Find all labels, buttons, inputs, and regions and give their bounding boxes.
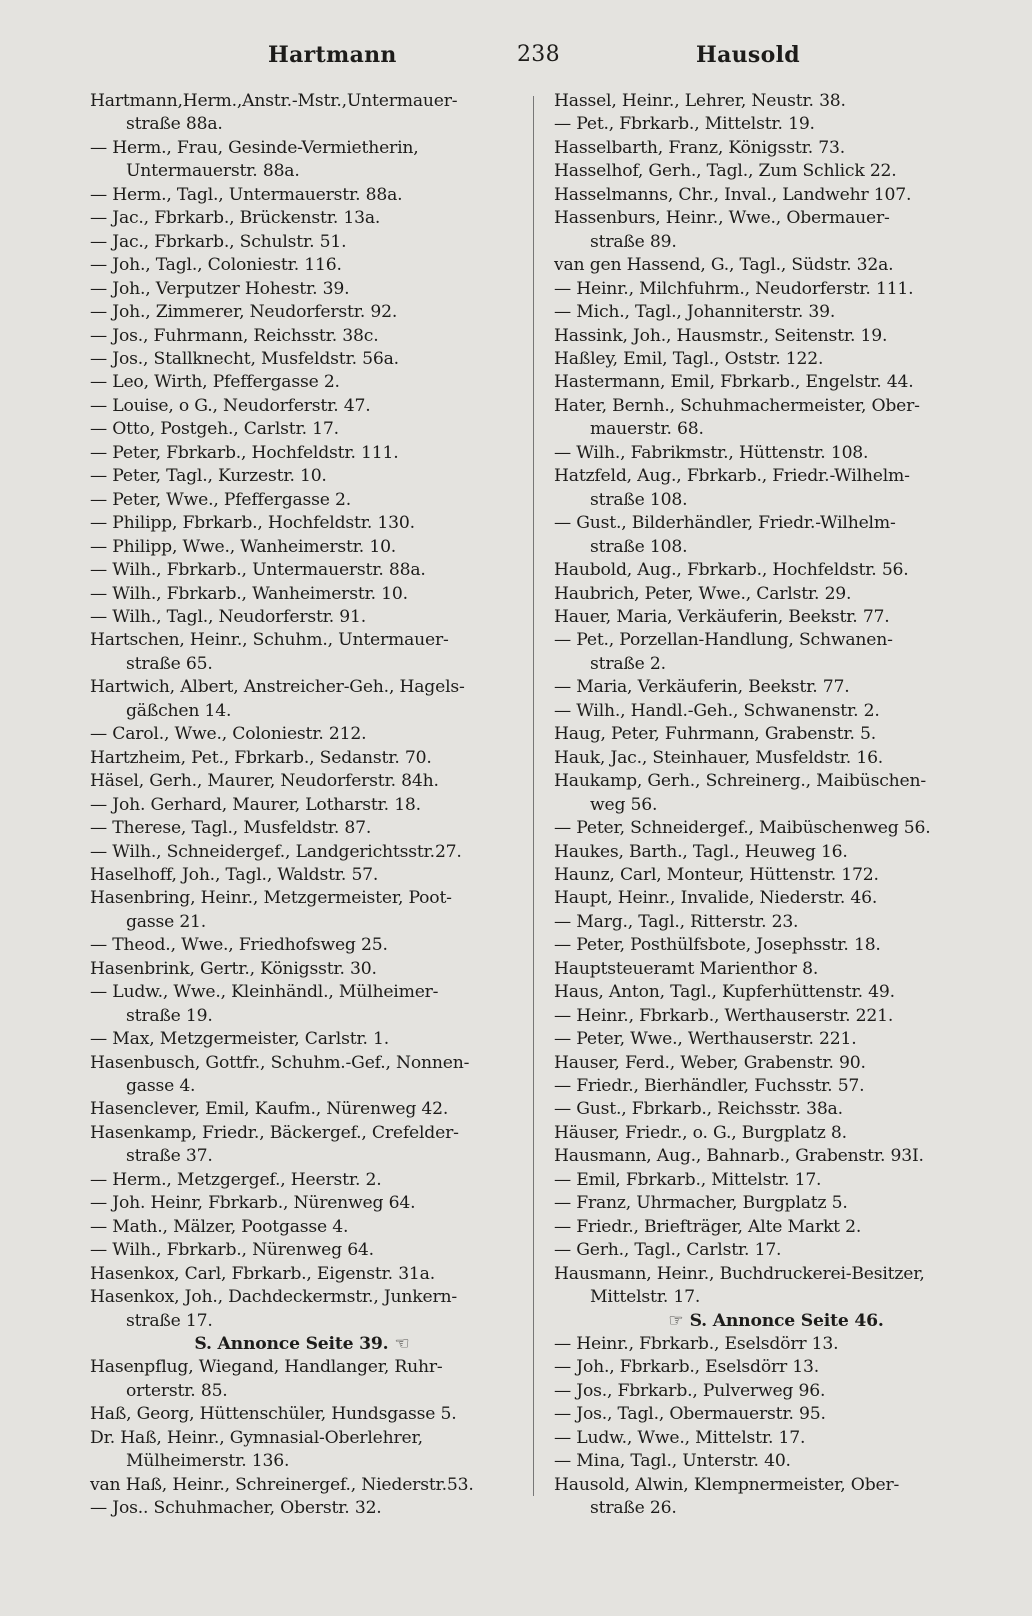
entry-text: straße 65. — [126, 653, 213, 674]
directory-entry — [90, 794, 520, 817]
entry-text: Hater, Bernh., Schuhmachermeister, Ober- — [554, 395, 920, 416]
entry-text: — Louise, o G., Neudorferstr. 47. — [90, 395, 371, 416]
directory-entry — [90, 90, 520, 113]
entry-text: — Wilh., Fbrkarb., Nürenweg 64. — [90, 1240, 374, 1261]
entry-text: S. Annonce Seite 39. — [194, 1334, 389, 1355]
entry-text: — Jos., Fbrkarb., Pulverweg 96. — [554, 1380, 826, 1401]
directory-entry — [554, 958, 992, 981]
directory-entry — [90, 536, 520, 559]
directory-entry — [554, 348, 992, 371]
entry-text: — Joh., Verputzer Hohestr. 39. — [90, 278, 350, 299]
entry-text: — Otto, Postgeh., Carlstr. 17. — [90, 419, 339, 440]
entry-text: Haukamp, Gerh., Schreinerg., Maibüschen- — [554, 771, 926, 792]
entry-text: — Wilh., Fbrkarb., Wanheimerstr. 10. — [90, 583, 408, 604]
column-divider — [533, 96, 534, 1496]
entry-text: — Jac., Fbrkarb., Brückenstr. 13a. — [90, 208, 381, 229]
directory-entry — [554, 981, 992, 1004]
directory-entry — [554, 160, 992, 183]
directory-entry — [90, 325, 520, 348]
directory-entry — [554, 1075, 992, 1098]
directory-entry — [554, 325, 992, 348]
entry-text: straße 108. — [590, 536, 688, 557]
directory-entry — [554, 1356, 992, 1379]
running-head-right: Hausold — [696, 42, 800, 68]
directory-entry — [554, 1052, 992, 1075]
directory-entry — [554, 817, 992, 840]
entry-text: — Maria, Verkäuferin, Beekstr. 77. — [554, 677, 850, 698]
directory-entry — [90, 1192, 520, 1215]
directory-entry — [554, 747, 992, 770]
directory-entry — [554, 1028, 992, 1051]
directory-entry — [90, 371, 520, 394]
directory-entry — [554, 536, 992, 559]
directory-entry — [90, 442, 520, 465]
running-head-left: Hartmann — [268, 42, 397, 68]
directory-entry — [90, 1263, 520, 1286]
directory-entry — [90, 1122, 520, 1145]
directory-entry — [90, 841, 520, 864]
directory-entry — [554, 371, 992, 394]
directory-entry — [90, 1380, 520, 1403]
pointing-hand-icon: ☜ — [394, 1334, 410, 1355]
entry-text: mauerstr. 68. — [590, 419, 704, 440]
entry-text: Hasenkox, Joh., Dachdeckermstr., Junkern- — [90, 1287, 457, 1308]
directory-entry — [90, 254, 520, 277]
directory-entry — [554, 887, 992, 910]
directory-entry — [90, 1005, 520, 1028]
entry-text: — Peter, Wwe., Werthauserstr. 221. — [554, 1029, 857, 1050]
directory-entry — [554, 1497, 992, 1520]
directory-entry — [90, 1403, 520, 1426]
directory-entry — [554, 1427, 992, 1450]
entry-text: — Wilh., Fbrkarb., Untermauerstr. 88a. — [90, 560, 426, 581]
entry-text: — Joh. Gerhard, Maurer, Lotharstr. 18. — [90, 794, 421, 815]
directory-entry — [90, 1427, 520, 1450]
entry-text: — Carol., Wwe., Coloniestr. 212. — [90, 724, 367, 745]
entry-text: — Joh., Zimmerer, Neudorferstr. 92. — [90, 302, 398, 323]
directory-entry — [554, 512, 992, 535]
directory-entry — [554, 418, 992, 441]
directory-entry — [90, 606, 520, 629]
directory-entry — [90, 583, 520, 606]
directory-entry — [90, 418, 520, 441]
directory-entry — [554, 301, 992, 324]
directory-entry — [90, 113, 520, 136]
directory-entry — [554, 231, 992, 254]
entry-text: Hasselbarth, Franz, Königsstr. 73. — [554, 137, 845, 158]
directory-entry — [554, 1145, 992, 1168]
entry-text: — Peter, Fbrkarb., Hochfeldstr. 111. — [90, 442, 399, 463]
entry-text: Hasenkox, Carl, Fbrkarb., Eigenstr. 31a. — [90, 1263, 435, 1284]
left-column — [90, 90, 520, 1521]
directory-entry — [554, 278, 992, 301]
entry-text: Hasenkamp, Friedr., Bäckergef., Crefelder- — [90, 1122, 459, 1143]
directory-entry — [554, 559, 992, 582]
entry-text: orterstr. 85. — [126, 1380, 228, 1401]
entry-text: — Joh., Fbrkarb., Eselsdörr 13. — [554, 1357, 819, 1378]
directory-entry — [90, 864, 520, 887]
directory-entry — [90, 207, 520, 230]
entry-text: Dr. Haß, Heinr., Gymnasial-Oberlehrer, — [90, 1427, 423, 1448]
directory-entry — [90, 1216, 520, 1239]
directory-entry — [90, 1286, 520, 1309]
entry-text: — Mina, Tagl., Unterstr. 40. — [554, 1451, 791, 1472]
directory-entry — [90, 1474, 520, 1497]
entry-text: — Gerh., Tagl., Carlstr. 17. — [554, 1240, 782, 1261]
directory-entry — [90, 747, 520, 770]
entry-text: straße 26. — [590, 1498, 677, 1519]
entry-text: Häuser, Friedr., o. G., Burgplatz 8. — [554, 1122, 847, 1143]
directory-entry — [554, 723, 992, 746]
entry-text: Hartmann,Herm.,Anstr.-Mstr.,Untermauer- — [90, 91, 458, 111]
entry-text: straße 19. — [126, 1005, 213, 1026]
entry-text: Hasenclever, Emil, Kaufm., Nürenweg 42. — [90, 1099, 449, 1120]
directory-entry — [90, 1497, 520, 1520]
entry-text: — Theod., Wwe., Friedhofsweg 25. — [90, 935, 388, 956]
entry-text: Mülheimerstr. 136. — [126, 1451, 290, 1472]
entry-text: Hartwich, Albert, Anstreicher-Geh., Hagels- — [90, 677, 465, 698]
entry-text: Hatzfeld, Aug., Fbrkarb., Friedr.-Wilhelm- — [554, 466, 910, 487]
entry-text: Hasenbring, Heinr., Metzgermeister, Poot- — [90, 888, 452, 909]
entry-text: — Leo, Wirth, Pfeffergasse 2. — [90, 372, 340, 393]
entry-text: Hasselmanns, Chr., Inval., Landwehr 107. — [554, 184, 912, 205]
entry-text: — Wilh., Schneidergef., Landgerichtsstr.27. — [90, 841, 462, 862]
entry-text: — Herm., Frau, Gesinde-Vermietherin, — [90, 137, 419, 158]
directory-entry — [90, 184, 520, 207]
entry-text: Haßley, Emil, Tagl., Oststr. 122. — [554, 348, 824, 369]
entry-text: straße 108. — [590, 489, 688, 510]
directory-entry — [554, 1122, 992, 1145]
directory-entry — [554, 1403, 992, 1426]
directory-entry — [90, 1075, 520, 1098]
entry-text: Haupt, Heinr., Invalide, Niederstr. 46. — [554, 888, 878, 909]
entry-text: — Joh., Tagl., Coloniestr. 116. — [90, 255, 342, 276]
directory-entry — [90, 1450, 520, 1473]
directory-entry — [554, 254, 992, 277]
directory-entry — [90, 489, 520, 512]
entry-text: — Ludw., Wwe., Kleinhändl., Mülheimer- — [90, 982, 439, 1003]
entry-text: Hausmann, Heinr., Buchdruckerei-Besitzer, — [554, 1263, 925, 1284]
directory-entry — [90, 700, 520, 723]
entry-text: Haselhoff, Joh., Tagl., Waldstr. 57. — [90, 864, 379, 885]
entry-text: — Peter, Tagl., Kurzestr. 10. — [90, 466, 327, 487]
entry-text: — Emil, Fbrkarb., Mittelstr. 17. — [554, 1169, 822, 1190]
entry-text: — Peter, Wwe., Pfeffergasse 2. — [90, 489, 352, 510]
entry-text: — Mich., Tagl., Johanniterstr. 39. — [554, 302, 836, 323]
directory-entry — [90, 1028, 520, 1051]
entry-text: straße 17. — [126, 1310, 213, 1331]
annonce-reference — [554, 1310, 992, 1333]
entry-text: straße 89. — [590, 231, 677, 252]
directory-entry — [90, 1310, 520, 1333]
entry-text: weg 56. — [590, 794, 658, 815]
entry-text: Haunz, Carl, Monteur, Hüttenstr. 172. — [554, 864, 879, 885]
entry-text: van Haß, Heinr., Schreinergef., Niederstr.53. — [90, 1474, 474, 1495]
directory-entry — [90, 887, 520, 910]
entry-text: Häsel, Gerh., Maurer, Neudorferstr. 84h. — [90, 771, 439, 792]
entry-text: Hauer, Maria, Verkäuferin, Beekstr. 77. — [554, 606, 890, 627]
directory-entry — [90, 1098, 520, 1121]
page-number: 238 — [517, 42, 560, 67]
entry-text: Hasselhof, Gerh., Tagl., Zum Schlick 22. — [554, 161, 897, 182]
entry-text: Hassenburs, Heinr., Wwe., Obermauer- — [554, 208, 890, 229]
directory-entry — [554, 606, 992, 629]
directory-entry — [554, 653, 992, 676]
directory-entry — [90, 817, 520, 840]
entry-text: Haubold, Aug., Fbrkarb., Hochfeldstr. 56. — [554, 560, 909, 581]
directory-entry — [90, 348, 520, 371]
entry-text: Hasenpflug, Wiegand, Handlanger, Ruhr- — [90, 1357, 443, 1378]
entry-text: — Marg., Tagl., Ritterstr. 23. — [554, 911, 799, 932]
directory-entry — [554, 1474, 992, 1497]
directory-entry — [554, 207, 992, 230]
directory-entry — [554, 583, 992, 606]
directory-entry — [554, 794, 992, 817]
right-column — [554, 90, 992, 1521]
entry-text: — Heinr., Milchfuhrm., Neudorferstr. 111. — [554, 278, 914, 299]
entry-text: S. Annonce Seite 46. — [689, 1310, 884, 1331]
entry-text: — Jos., Stallknecht, Musfeldstr. 56a. — [90, 348, 399, 369]
directory-entry — [554, 442, 992, 465]
entry-text: van gen Hassend, G., Tagl., Südstr. 32a. — [554, 255, 894, 276]
directory-entry — [90, 231, 520, 254]
entry-text: — Friedr., Briefträger, Alte Markt 2. — [554, 1216, 862, 1237]
directory-entry — [90, 278, 520, 301]
entry-text: Hausmann, Aug., Bahnarb., Grabenstr. 93I. — [554, 1146, 924, 1167]
entry-text: — Philipp, Wwe., Wanheimerstr. 10. — [90, 536, 397, 557]
directory-entry — [554, 1286, 992, 1309]
entry-text: straße 37. — [126, 1146, 213, 1167]
entry-text: Haug, Peter, Fuhrmann, Grabenstr. 5. — [554, 724, 877, 745]
entry-text: Hassink, Joh., Hausmstr., Seitenstr. 19. — [554, 325, 888, 346]
directory-entry — [554, 113, 992, 136]
entry-text: — Pet., Porzellan-Handlung, Schwanen- — [554, 630, 893, 651]
directory-entry — [90, 1169, 520, 1192]
directory-entry — [554, 864, 992, 887]
entry-text: — Max, Metzgermeister, Carlstr. 1. — [90, 1029, 390, 1050]
entry-text: Hassel, Heinr., Lehrer, Neustr. 38. — [554, 91, 846, 111]
entry-text: — Jos., Fuhrmann, Reichsstr. 38c. — [90, 325, 379, 346]
entry-text: Haß, Georg, Hüttenschüler, Hundsgasse 5. — [90, 1404, 457, 1425]
directory-entry — [554, 934, 992, 957]
entry-text: — Philipp, Fbrkarb., Hochfeldstr. 130. — [90, 513, 415, 534]
annonce-reference — [90, 1333, 520, 1356]
directory-entry — [554, 1380, 992, 1403]
directory-entry — [90, 160, 520, 183]
directory-entry — [90, 934, 520, 957]
entry-text: Haubrich, Peter, Wwe., Carlstr. 29. — [554, 583, 852, 604]
directory-entry — [554, 1450, 992, 1473]
entry-text: straße 88a. — [126, 114, 223, 135]
entry-text: — Math., Mälzer, Pootgasse 4. — [90, 1216, 349, 1237]
entry-text: — Herm., Metzgergef., Heerstr. 2. — [90, 1169, 382, 1190]
directory-entry — [554, 465, 992, 488]
directory-entry — [90, 653, 520, 676]
entry-text: gasse 4. — [126, 1076, 196, 1097]
entry-text: — Jos.. Schuhmacher, Oberstr. 32. — [90, 1498, 382, 1519]
entry-text: Haukes, Barth., Tagl., Heuweg 16. — [554, 841, 848, 862]
directory-entry — [554, 676, 992, 699]
directory-entry — [554, 1169, 992, 1192]
entry-text: Hartschen, Heinr., Schuhm., Untermauer- — [90, 630, 449, 651]
directory-entry — [90, 676, 520, 699]
entry-text: — Peter, Posthülfsbote, Josephsstr. 18. — [554, 935, 881, 956]
directory-entry — [554, 1216, 992, 1239]
entry-text: gäßchen 14. — [126, 700, 232, 721]
directory-entry — [90, 1145, 520, 1168]
entry-text: — Heinr., Fbrkarb., Werthauserstr. 221. — [554, 1005, 894, 1026]
entry-text: Hauk, Jac., Steinhauer, Musfeldstr. 16. — [554, 747, 884, 768]
directory-entry — [554, 90, 992, 113]
directory-entry — [554, 1005, 992, 1028]
directory-entry — [554, 1263, 992, 1286]
entry-text: — Therese, Tagl., Musfeldstr. 87. — [90, 818, 372, 839]
entry-text: — Friedr., Bierhändler, Fuchsstr. 57. — [554, 1076, 865, 1097]
directory-entry — [90, 770, 520, 793]
directory-entry — [90, 137, 520, 160]
directory-entry — [554, 841, 992, 864]
entry-text: Hartzheim, Pet., Fbrkarb., Sedanstr. 70. — [90, 747, 432, 768]
entry-text: — Peter, Schneidergef., Maibüschenweg 56. — [554, 818, 931, 839]
directory-entry — [90, 559, 520, 582]
entry-text: — Gust., Bilderhändler, Friedr.-Wilhelm- — [554, 513, 896, 534]
directory-entry — [90, 1052, 520, 1075]
directory-entry — [554, 911, 992, 934]
entry-text: — Wilh., Fabrikmstr., Hüttenstr. 108. — [554, 442, 869, 463]
directory-entry — [554, 1239, 992, 1262]
entry-text: Untermauerstr. 88a. — [126, 161, 300, 182]
entry-text: — Wilh., Tagl., Neudorferstr. 91. — [90, 606, 367, 627]
entry-text: — Jos., Tagl., Obermauerstr. 95. — [554, 1404, 826, 1425]
entry-text: — Franz, Uhrmacher, Burgplatz 5. — [554, 1193, 848, 1214]
entry-text: Hasenbusch, Gottfr., Schuhm.-Gef., Nonnen- — [90, 1052, 470, 1073]
directory-entry — [90, 1239, 520, 1262]
entry-text: Hausold, Alwin, Klempnermeister, Ober- — [554, 1474, 900, 1495]
entry-text: — Jac., Fbrkarb., Schulstr. 51. — [90, 231, 347, 252]
directory-entry — [90, 301, 520, 324]
entry-text: — Joh. Heinr, Fbrkarb., Nürenweg 64. — [90, 1193, 416, 1214]
entry-text: Haus, Anton, Tagl., Kupferhüttenstr. 49. — [554, 982, 895, 1003]
directory-entry — [90, 629, 520, 652]
directory-entry — [90, 1356, 520, 1379]
pointing-hand-icon: ☞ — [668, 1310, 684, 1331]
directory-entry — [554, 1192, 992, 1215]
directory-entry — [554, 770, 992, 793]
directory-entry — [90, 911, 520, 934]
directory-entry — [554, 489, 992, 512]
directory-entry — [90, 512, 520, 535]
entry-text: — Ludw., Wwe., Mittelstr. 17. — [554, 1427, 806, 1448]
directory-entry — [554, 1098, 992, 1121]
directory-entry — [90, 981, 520, 1004]
entry-text: — Gust., Fbrkarb., Reichsstr. 38a. — [554, 1099, 843, 1120]
entry-text: — Heinr., Fbrkarb., Eselsdörr 13. — [554, 1334, 839, 1355]
directory-entry — [90, 465, 520, 488]
directory-entry — [90, 723, 520, 746]
entry-text: straße 2. — [590, 653, 666, 674]
entry-text: — Pet., Fbrkarb., Mittelstr. 19. — [554, 114, 815, 135]
entry-text: Hauser, Ferd., Weber, Grabenstr. 90. — [554, 1052, 866, 1073]
directory-entry — [90, 958, 520, 981]
directory-entry — [554, 700, 992, 723]
directory-entry — [554, 395, 992, 418]
directory-entry — [554, 1333, 992, 1356]
entry-text: Mittelstr. 17. — [590, 1287, 701, 1308]
entry-text: gasse 21. — [126, 911, 207, 932]
directory-entry — [554, 184, 992, 207]
entry-text: Hastermann, Emil, Fbrkarb., Engelstr. 44. — [554, 372, 914, 393]
directory-entry — [554, 629, 992, 652]
entry-text: — Herm., Tagl., Untermauerstr. 88a. — [90, 184, 403, 205]
entry-text: — Wilh., Handl.-Geh., Schwanenstr. 2. — [554, 700, 880, 721]
entry-text: Hauptsteueramt Marienthor 8. — [554, 958, 819, 979]
entry-text: Hasenbrink, Gertr., Königsstr. 30. — [90, 958, 377, 979]
directory-entry — [90, 395, 520, 418]
directory-entry — [554, 137, 992, 160]
